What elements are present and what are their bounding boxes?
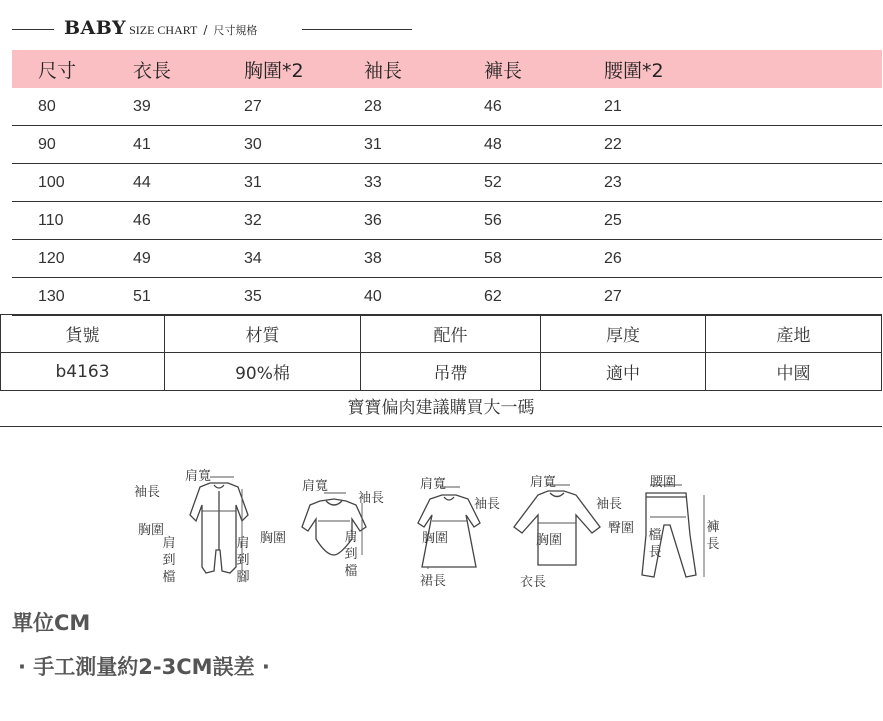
pants-label-waist: 腰圍 [650, 475, 677, 490]
measurement-diagram [130, 455, 730, 600]
dress-label-skirt-length: 裙長 [420, 574, 447, 589]
cell-waist: 25 [604, 211, 622, 229]
header-size: 尺寸 [38, 59, 77, 82]
cell-size: 110 [38, 211, 64, 229]
bodysuit-label-shoulder: 肩寬 [302, 479, 329, 494]
info-value-origin: 中國 [706, 353, 882, 391]
size-advice-note: 寶寶偏肉建議購買大一碼 [0, 390, 882, 427]
cell-chest: 27 [244, 97, 262, 115]
info-value-accessory: 吊帶 [361, 353, 541, 391]
bodysuit-label-sleeve: 袖長 [358, 491, 385, 506]
cell-waist: 21 [604, 97, 622, 115]
romper-label-chest: 胸圍 [138, 523, 165, 538]
cell-size: 90 [38, 135, 56, 153]
top-label-chest: 胸圍 [536, 533, 563, 548]
table-row [12, 278, 882, 316]
info-header-accessory: 配件 [361, 315, 541, 353]
info-header-origin: 產地 [706, 315, 882, 353]
pants-label-rise: 檔長 [648, 528, 662, 560]
top-label-sleeve: 袖長 [596, 497, 623, 512]
romper-label-shoulder: 肩寬 [185, 469, 212, 484]
cell-sleeve: 40 [364, 287, 382, 305]
cell-sleeve: 28 [364, 97, 382, 115]
cell-chest: 30 [244, 135, 262, 153]
measurement-error-note: · 手工測量約2-3CM誤差 · [18, 655, 270, 679]
header-chest: 胸圍*2 [244, 59, 304, 82]
title-slash: / [203, 23, 208, 37]
info-value-material: 90%棉 [165, 353, 361, 391]
cell-length: 51 [133, 287, 151, 305]
romper-label-shoulder-to-crotch: 肩到檔 [162, 536, 176, 585]
info-value-thickness: 適中 [541, 353, 706, 391]
cell-size: 130 [38, 287, 65, 305]
size-table-header [12, 50, 882, 88]
header-waist: 腰圍*2 [604, 59, 664, 82]
cell-chest: 31 [244, 173, 262, 191]
dress-label-sleeve: 袖長 [474, 497, 501, 512]
pants-label-hip: 臀圍 [608, 521, 635, 536]
cell-waist: 23 [604, 173, 622, 191]
top-outline [514, 491, 600, 565]
info-header-item-no: 貨號 [1, 315, 165, 353]
cell-size: 120 [38, 249, 65, 267]
header-length: 衣長 [133, 59, 172, 82]
cell-length: 49 [133, 249, 151, 267]
cell-chest: 32 [244, 211, 262, 229]
cell-chest: 34 [244, 249, 262, 267]
unit-label: 單位CM [12, 611, 91, 635]
cell-size: 100 [38, 173, 65, 191]
chart-title [12, 14, 432, 44]
size-table [12, 50, 882, 316]
cell-pants-length: 58 [484, 249, 502, 267]
info-value-item-no: b4163 [1, 353, 165, 391]
title-rule-right [302, 29, 412, 30]
info-header-row [1, 315, 882, 353]
cell-sleeve: 36 [364, 211, 382, 229]
cell-length: 41 [133, 135, 151, 153]
title-text [64, 17, 257, 39]
table-row [12, 202, 882, 240]
cell-sleeve: 31 [364, 135, 382, 153]
info-header-thickness: 厚度 [541, 315, 706, 353]
cell-waist: 22 [604, 135, 622, 153]
header-pants-length: 褲長 [484, 59, 523, 82]
cell-chest: 35 [244, 287, 262, 305]
product-info-table [0, 314, 882, 391]
info-value-row [1, 353, 882, 391]
cell-waist: 26 [604, 249, 622, 267]
table-row [12, 240, 882, 278]
cell-pants-length: 46 [484, 97, 502, 115]
cell-sleeve: 33 [364, 173, 382, 191]
cell-length: 44 [133, 173, 151, 191]
table-row [12, 126, 882, 164]
title-cn: 尺寸規格 [213, 24, 258, 37]
cell-size: 80 [38, 97, 56, 115]
cell-waist: 27 [604, 287, 622, 305]
cell-pants-length: 56 [484, 211, 502, 229]
bodysuit-label-chest: 胸圍 [260, 531, 287, 546]
cell-length: 46 [133, 211, 151, 229]
table-row [12, 88, 882, 126]
top-label-shoulder: 肩寬 [530, 475, 557, 490]
header-sleeve: 袖長 [364, 59, 403, 82]
title-rule-left [12, 29, 54, 30]
bodysuit-label-shoulder-to-crotch: 肩到檔 [344, 530, 358, 579]
top-label-length: 衣長 [520, 575, 547, 590]
cell-sleeve: 38 [364, 249, 382, 267]
romper-label-shoulder-to-foot: 肩到腳 [236, 536, 250, 585]
title-baby: BABY [64, 17, 127, 39]
cell-pants-length: 62 [484, 287, 502, 305]
table-row [12, 164, 882, 202]
dress-label-chest: 胸圍 [422, 531, 449, 546]
romper-label-sleeve: 袖長 [134, 485, 161, 500]
cell-length: 39 [133, 97, 151, 115]
title-size-chart: SIZE CHART [129, 23, 198, 37]
cell-pants-length: 52 [484, 173, 502, 191]
dress-label-shoulder: 肩寬 [420, 477, 447, 492]
info-header-material: 材質 [165, 315, 361, 353]
cell-pants-length: 48 [484, 135, 502, 153]
pants-label-length: 褲長 [706, 520, 720, 552]
